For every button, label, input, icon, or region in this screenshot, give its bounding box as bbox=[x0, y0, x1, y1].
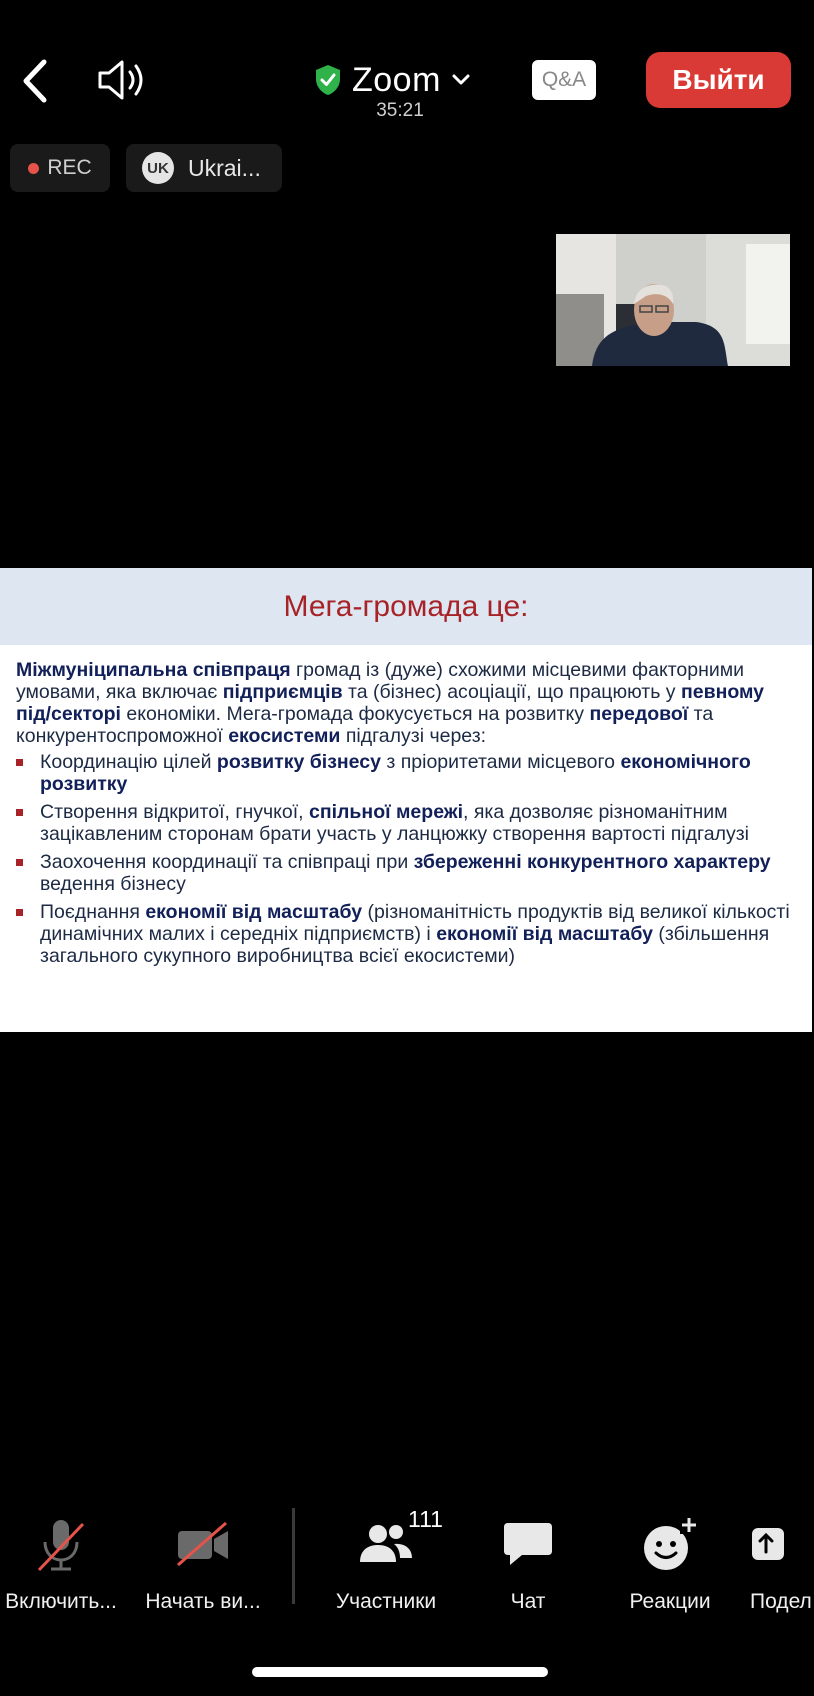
slide-bullet-text: Створення відкритої, гнучкої, bbox=[40, 801, 309, 823]
video-off-icon bbox=[174, 1519, 232, 1569]
meeting-toolbar bbox=[0, 1494, 814, 1696]
speaker-video-image bbox=[556, 234, 790, 366]
speaker-video-thumbnail[interactable] bbox=[556, 234, 790, 366]
slide-intro-paragraph bbox=[16, 659, 796, 747]
slide-bullet-item bbox=[16, 901, 796, 967]
slide-bullet-item bbox=[16, 751, 796, 795]
slide-bullet-bold-text: економічного розвитку bbox=[40, 751, 751, 795]
slide-bullet-text: Координацію цілей bbox=[40, 751, 217, 773]
people-icon bbox=[358, 1522, 414, 1566]
slide-bullet-text: Заохочення координації та співпраці при bbox=[40, 851, 414, 873]
slide-intro-text: та (бізнес) асоціації, що працюють у bbox=[342, 681, 681, 703]
slide-intro-text: громад із (дуже) схожими місцевими факторними умовами, яка включає bbox=[16, 659, 745, 703]
meeting-name: Zoom bbox=[352, 60, 441, 99]
participants-label: Участники bbox=[335, 1590, 437, 1613]
shield-check-icon bbox=[314, 64, 342, 96]
slide-bullet-bold-text: економії від масштабу bbox=[145, 901, 363, 923]
slide-bullet-bold-text: збереженні конкурентного характеру bbox=[413, 851, 771, 873]
slide-header bbox=[0, 568, 812, 645]
chevron-left-icon bbox=[16, 54, 56, 108]
chat-label: Чат bbox=[510, 1590, 546, 1613]
back-button[interactable] bbox=[16, 54, 56, 108]
slide-body bbox=[0, 645, 812, 967]
top-bar bbox=[0, 0, 814, 128]
chat-bubble-icon bbox=[502, 1519, 554, 1569]
slide-bullet-text: з пріоритетами місцевого bbox=[380, 751, 621, 773]
mic-muted-icon bbox=[33, 1514, 89, 1574]
qa-button[interactable]: Q&A bbox=[532, 60, 596, 100]
slide-intro-bold-text: екосистеми bbox=[228, 725, 341, 747]
meeting-timer: 35:21 bbox=[376, 100, 424, 121]
language-badge: UK bbox=[142, 152, 174, 184]
slide-intro-bold-text: передової bbox=[589, 703, 689, 725]
participants-count-badge: 111 bbox=[408, 1506, 443, 1532]
reactions-label: Реакции bbox=[629, 1590, 711, 1613]
smiley-plus-icon bbox=[642, 1516, 698, 1572]
start-video-button[interactable] bbox=[140, 1512, 266, 1624]
rec-label: REC bbox=[47, 156, 92, 179]
meeting-title[interactable] bbox=[314, 58, 471, 102]
slide-bullet-text: , яка дозволяє різноманітним зацікавленим сторонам брати участь у ланцюжку створення вартості підгалузі bbox=[40, 801, 749, 845]
unmute-label: Включить... bbox=[5, 1590, 117, 1613]
unmute-button[interactable] bbox=[0, 1512, 122, 1624]
slide-bullet-bold-text: спільної мережі bbox=[309, 801, 464, 823]
slide-intro-text: підгалузі через: bbox=[340, 725, 487, 747]
home-indicator[interactable] bbox=[252, 1667, 548, 1677]
recording-dot-icon bbox=[28, 163, 39, 174]
speaker-button[interactable] bbox=[96, 56, 152, 104]
slide-bullet-item bbox=[16, 801, 796, 845]
slide-intro-bold-text: підприємців bbox=[222, 681, 343, 703]
slide-bullet-text: (різноманітність продуктів від великої кількості динамічних малих і середніх підприємств) і bbox=[40, 901, 790, 945]
share-label: Подел bbox=[750, 1590, 812, 1613]
recording-indicator[interactable] bbox=[10, 144, 110, 192]
slide-bullet-text: (збільшення загального сукупного виробництва всієї екосистеми) bbox=[40, 923, 770, 967]
shared-slide bbox=[0, 568, 812, 1032]
slide-bullet-text: ведення бізнесу bbox=[40, 873, 186, 895]
share-icon bbox=[750, 1522, 790, 1566]
speaker-icon bbox=[96, 56, 152, 104]
slide-title: Мега-громада це: bbox=[283, 589, 529, 623]
leave-button[interactable]: Выйти bbox=[646, 52, 791, 108]
slide-bullet-text: Поєднання bbox=[40, 901, 146, 923]
share-button[interactable] bbox=[750, 1512, 814, 1624]
interpretation-language-button[interactable] bbox=[126, 144, 282, 192]
slide-intro-text: та конкурентоспроможної bbox=[16, 703, 714, 747]
slide-bullet-bold-text: розвитку бізнесу bbox=[216, 751, 381, 773]
slide-bullet-list bbox=[16, 751, 796, 967]
slide-intro-bold-text: Міжмуніципальна співпраця bbox=[16, 659, 291, 681]
slide-intro-bold-text: певному під/секторі bbox=[16, 681, 765, 725]
chevron-down-icon bbox=[451, 73, 471, 87]
chat-button[interactable] bbox=[488, 1512, 568, 1624]
slide-bullet-item bbox=[16, 851, 796, 895]
reactions-button[interactable] bbox=[620, 1512, 720, 1624]
slide-bullet-bold-text: економії від масштабу bbox=[436, 923, 653, 945]
toolbar-divider bbox=[292, 1508, 295, 1604]
language-label: Ukrai... bbox=[188, 154, 261, 181]
slide-intro-text: економіки. Мега-громада фокусується на розвитку bbox=[120, 703, 590, 725]
start-video-label: Начать ви... bbox=[145, 1590, 261, 1613]
